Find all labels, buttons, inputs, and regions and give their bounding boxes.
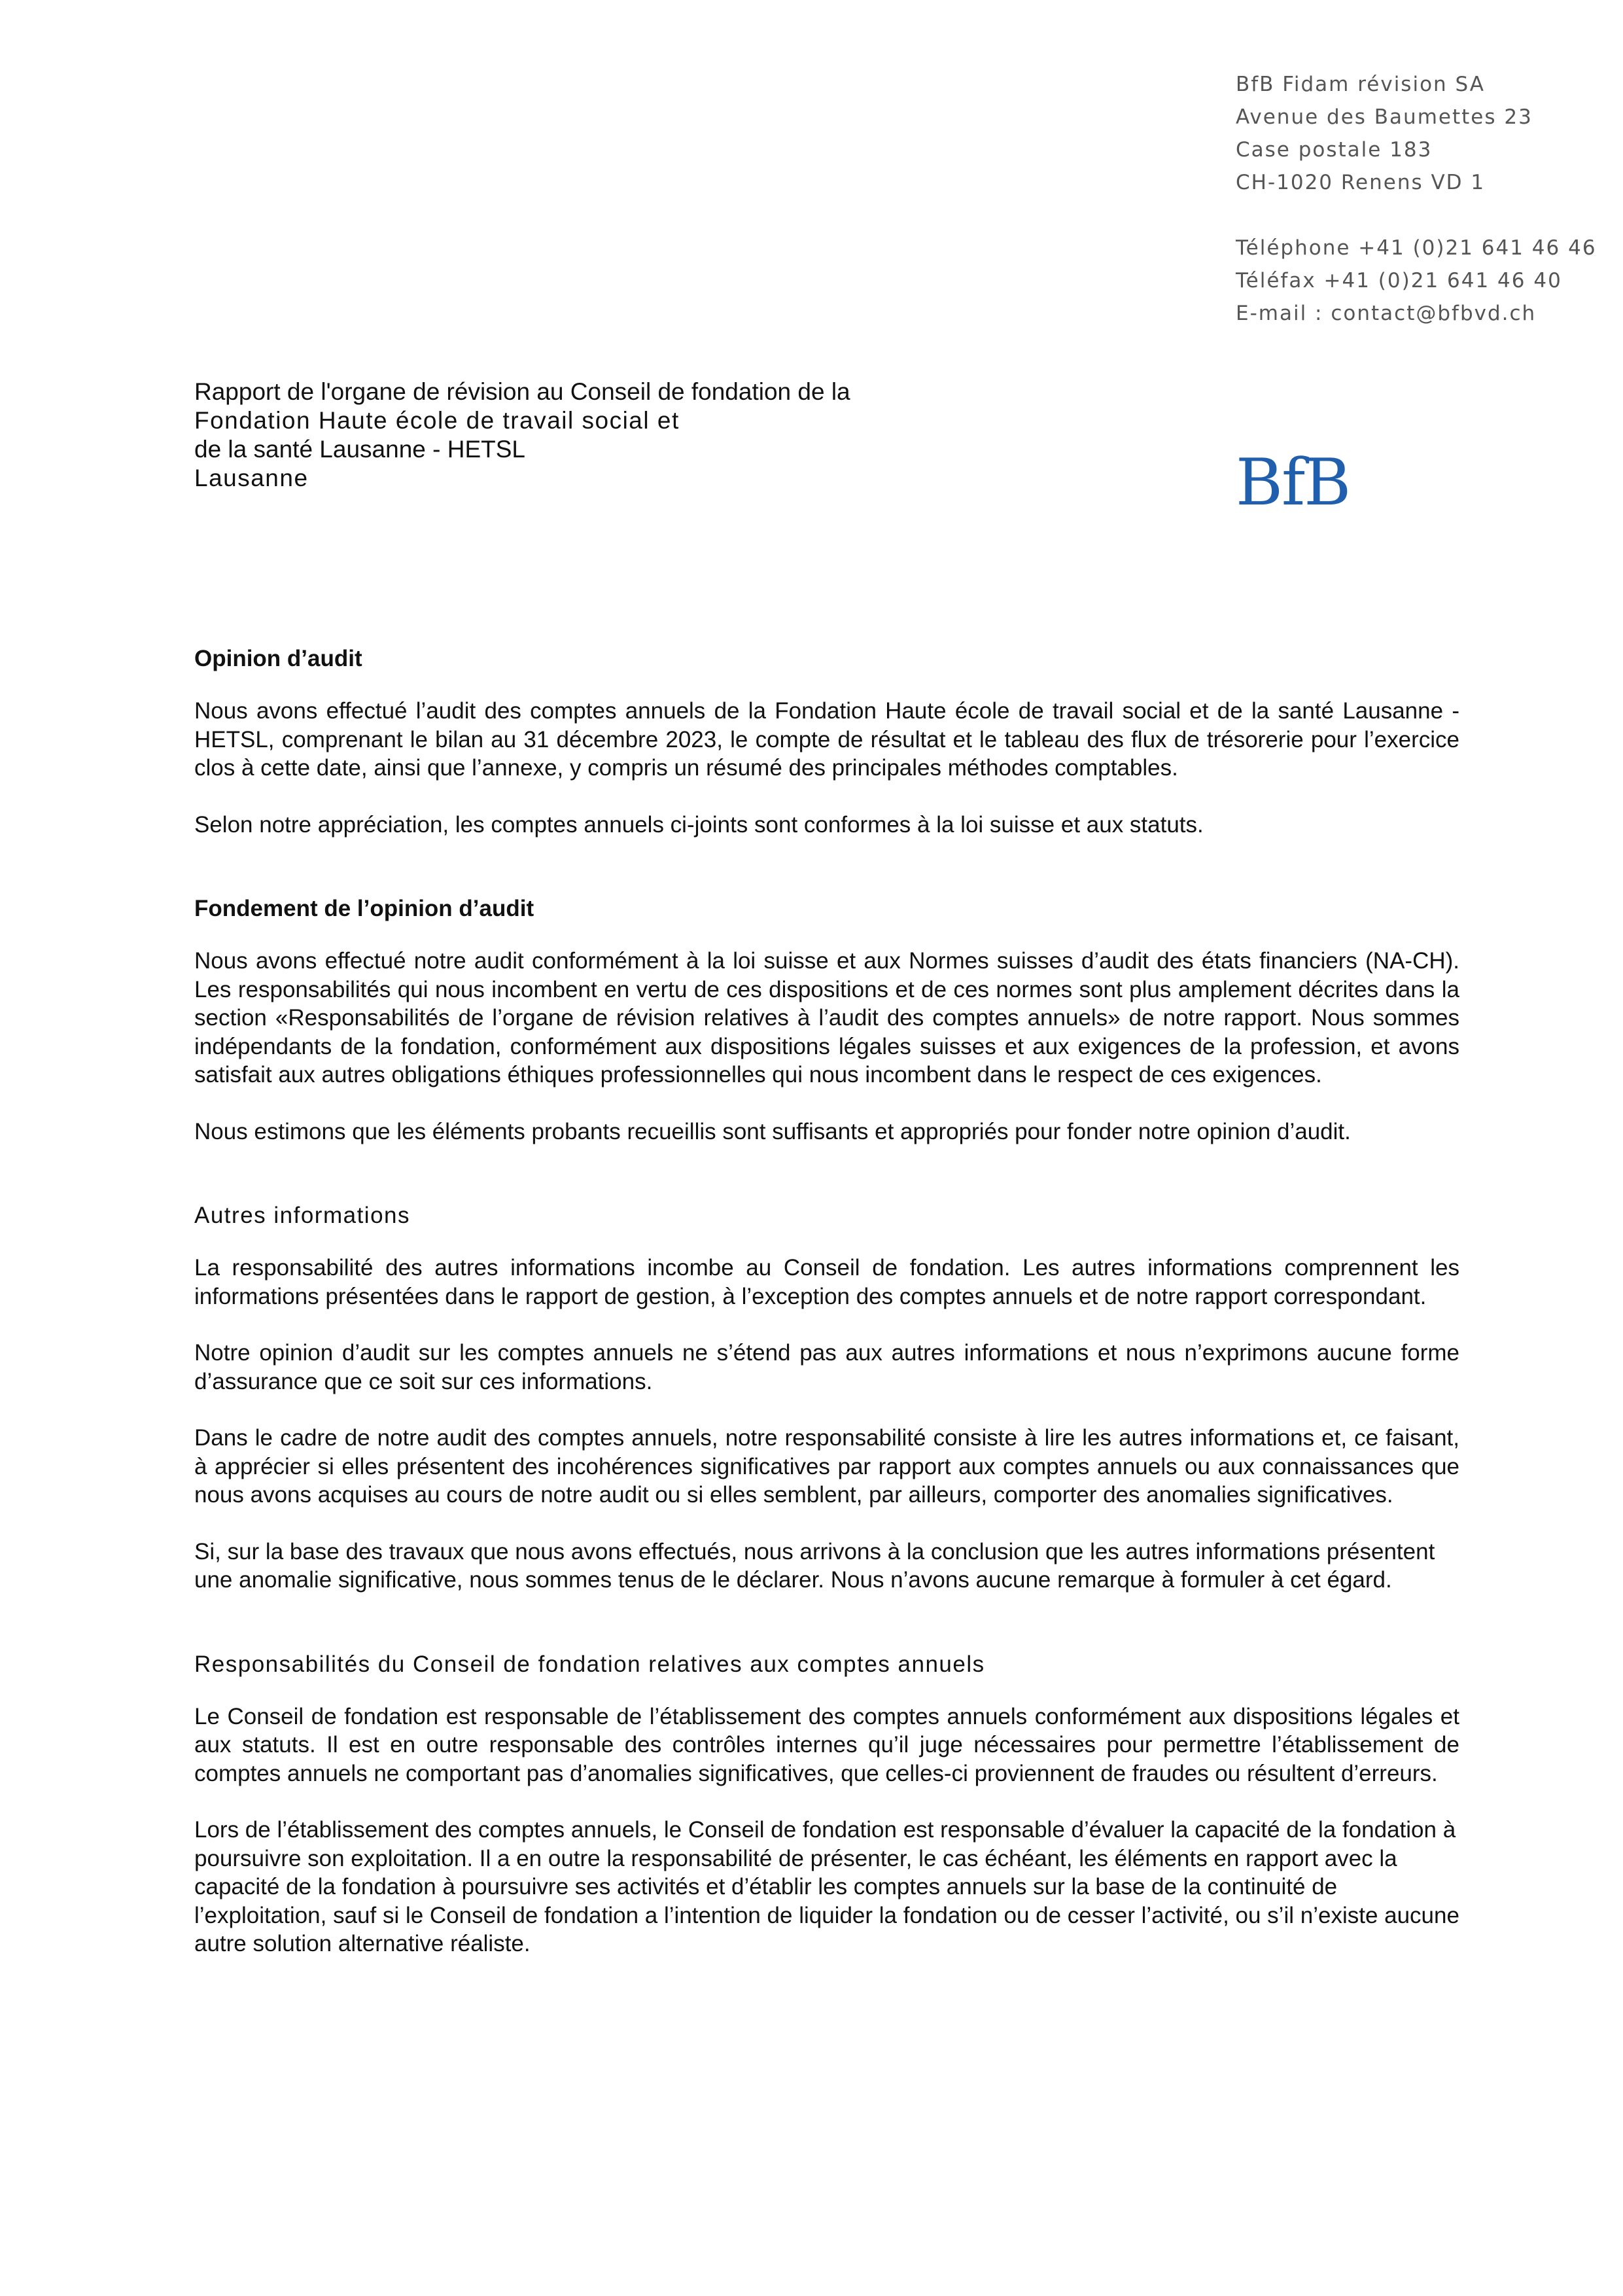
paragraph: Lors de l’établissement des comptes annuels, le Conseil de fondation est responsable d’évaluer la capacité de la fondation à poursuivre son exploitation. Il a en outre la responsabilité de présenter, le cas échéant, les éléments en rapport avec la capacité de la fondation à poursuivre ses activités et d’établir les comptes annuels sur la base de la continuité de l’exploitation, sauf si le Conseil de fondation a l’intention de liquider la fondation ou de cesser l’activité, ou s’il n’existe aucune autre solution alternative réaliste. — [194, 1817, 1459, 1956]
sender-email: E-mail : contact@bfbvd.ch — [1236, 302, 1537, 325]
recipient-block — [194, 378, 850, 493]
section-basis — [194, 894, 1459, 1146]
recipient-line-2: Fondation Haute école de travail social et — [194, 407, 680, 434]
recipient-line-4: Lausanne — [194, 465, 309, 491]
sender-po-box: Case postale 183 — [1236, 138, 1433, 162]
bfb-logo: BfB — [1236, 446, 1350, 520]
sender-company: BfB Fidam révision SA — [1236, 73, 1486, 96]
paragraph: La responsabilité des autres informations incombe au Conseil de fondation. Les autres informations comprennent les informations présentées dans le rapport de gestion, à l’exception des comptes annuels et de notre rapport correspondant. — [194, 1255, 1459, 1309]
section-other-information — [194, 1201, 1459, 1595]
sender-fax: Téléfax +41 (0)21 641 46 40 — [1236, 269, 1562, 292]
section-title-other-information: Autres informations — [194, 1203, 411, 1228]
paragraph: Nous avons effectué notre audit conformément à la loi suisse et aux Normes suisses d’audit des états financiers (NA-CH). Les responsabilités qui nous incombent en vertu de ces dispositions et de ces normes sont plus amplement décrites dans la section «Responsabilités de l’organe de révision relatives à l’audit des comptes annuels» de notre rapport. Nous sommes indépendants de la fondation, conformément aux dispositions légales suisses et aux exigences de la profession, et avons satisfait aux autres obligations éthiques professionnelles qui nous incombent dans le respect de ces exigences. — [194, 948, 1459, 1087]
sender-street: Avenue des Baumettes 23 — [1236, 105, 1533, 129]
paragraph: Dans le cadre de notre audit des comptes annuels, notre responsabilité consiste à lire les autres informations et, ce faisant, à apprécier si elles présentent des incohérences significatives par rapport aux comptes annuels ou aux connaissances que nous avons acquises au cours de notre audit ou si elles semblent, par ailleurs, comporter des anomalies significatives. — [194, 1425, 1459, 1508]
sender-address-block — [1236, 68, 1597, 330]
sender-phone: Téléphone +41 (0)21 641 46 46 — [1236, 236, 1597, 260]
section-opinion — [194, 645, 1459, 839]
report-body — [194, 645, 1459, 1987]
paragraph: Si, sur la base des travaux que nous avons effectués, nous arrivons à la conclusion que les autres informations présentent une anomalie significative, nous sommes tenus de le déclarer. Nous n’avons aucune remarque à formuler à cet égard. — [194, 1538, 1435, 1593]
section-board-responsibilities — [194, 1650, 1459, 1958]
recipient-line-1: Rapport de l'organe de révision au Conseil de fondation de la — [194, 378, 850, 405]
section-title-basis: Fondement de l’opinion d’audit — [194, 896, 534, 921]
paragraph: Le Conseil de fondation est responsable de l’établissement des comptes annuels conformément aux dispositions légales et aux statuts. Il est en outre responsable des contrôles internes qu’il juge nécessaires pour permettre l’établissement de comptes annuels ne comportant pas d’anomalies significatives, que celles-ci proviennent de fraudes ou résultent d’erreurs. — [194, 1703, 1459, 1786]
section-title-board-responsibilities: Responsabilités du Conseil de fondation relatives aux comptes annuels — [194, 1651, 985, 1677]
recipient-line-3: de la santé Lausanne - HETSL — [194, 436, 525, 463]
paragraph: Nous estimons que les éléments probants recueillis sont suffisants et appropriés pour fonder notre opinion d’audit. — [194, 1118, 1351, 1144]
section-title-opinion: Opinion d’audit — [194, 646, 362, 671]
paragraph: Selon notre appréciation, les comptes annuels ci-joints sont conformes à la loi suisse et aux statuts. — [194, 811, 1204, 838]
paragraph: Nous avons effectué l’audit des comptes annuels de la Fondation Haute école de travail social et de la santé Lausanne - HETSL, comprenant le bilan au 31 décembre 2023, le compte de résultat et le tableau des flux de trésorerie pour l’exercice clos à cette date, ainsi que l’annexe, y compris un résumé des principales méthodes comptables. — [194, 698, 1459, 781]
paragraph: Notre opinion d’audit sur les comptes annuels ne s’étend pas aux autres informations et nous n’exprimons aucune forme d’assurance que ce soit sur ces informations. — [194, 1340, 1459, 1394]
sender-city: CH-1020 Renens VD 1 — [1236, 171, 1486, 194]
